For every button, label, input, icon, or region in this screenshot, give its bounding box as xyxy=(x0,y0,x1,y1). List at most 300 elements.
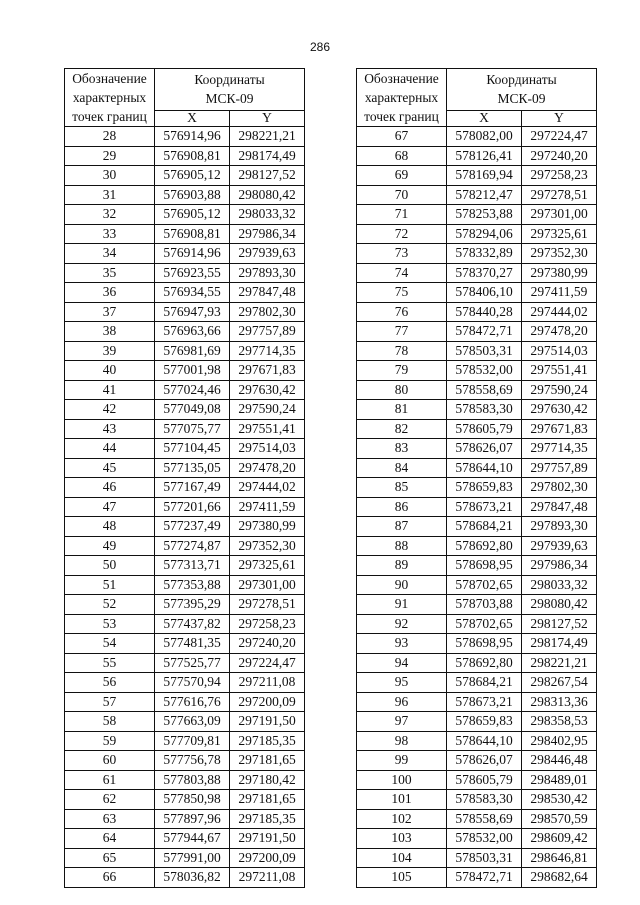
x-coordinate-cell: 578644,10 xyxy=(447,458,522,478)
table-row xyxy=(65,166,305,186)
x-coordinate-cell: 578406,10 xyxy=(447,283,522,303)
point-number-cell: 48 xyxy=(65,517,155,537)
point-number-cell: 95 xyxy=(357,673,447,693)
y-coordinate-cell: 297671,83 xyxy=(522,419,597,439)
table-row xyxy=(65,712,305,732)
y-coordinate-cell: 297551,41 xyxy=(230,419,305,439)
x-coordinate-cell: 577570,94 xyxy=(155,673,230,693)
y-coordinate-cell: 298570,59 xyxy=(522,809,597,829)
header-point-line: точек границ xyxy=(364,109,439,124)
point-number-cell: 34 xyxy=(65,244,155,264)
table-row xyxy=(357,166,597,186)
y-coordinate-cell: 297714,35 xyxy=(522,439,597,459)
point-number-cell: 99 xyxy=(357,751,447,771)
header-x: X xyxy=(447,110,522,126)
y-coordinate-cell: 298682,64 xyxy=(522,868,597,888)
table-row xyxy=(357,556,597,576)
x-coordinate-cell: 577850,98 xyxy=(155,790,230,810)
x-coordinate-cell: 578605,79 xyxy=(447,419,522,439)
table-body-right xyxy=(357,127,597,888)
x-coordinate-cell: 578626,07 xyxy=(447,751,522,771)
y-coordinate-cell: 298402,95 xyxy=(522,731,597,751)
table-row xyxy=(65,770,305,790)
point-number-cell: 70 xyxy=(357,185,447,205)
y-coordinate-cell: 297352,30 xyxy=(230,536,305,556)
y-coordinate-cell: 297325,61 xyxy=(522,224,597,244)
table-row xyxy=(65,302,305,322)
table-row xyxy=(357,731,597,751)
x-coordinate-cell: 578558,69 xyxy=(447,380,522,400)
y-coordinate-cell: 297847,48 xyxy=(522,497,597,517)
x-coordinate-cell: 578126,41 xyxy=(447,146,522,166)
point-number-cell: 90 xyxy=(357,575,447,595)
y-coordinate-cell: 298080,42 xyxy=(522,595,597,615)
y-coordinate-cell: 297630,42 xyxy=(522,400,597,420)
x-coordinate-cell: 577709,81 xyxy=(155,731,230,751)
table-row xyxy=(357,400,597,420)
y-coordinate-cell: 297514,03 xyxy=(522,341,597,361)
table-row xyxy=(65,283,305,303)
x-coordinate-cell: 576947,93 xyxy=(155,302,230,322)
y-coordinate-cell: 298127,52 xyxy=(522,614,597,634)
x-coordinate-cell: 578698,95 xyxy=(447,556,522,576)
y-coordinate-cell: 297478,20 xyxy=(522,322,597,342)
point-number-cell: 101 xyxy=(357,790,447,810)
table-row xyxy=(357,712,597,732)
page-number: 286 xyxy=(309,40,331,54)
point-number-cell: 33 xyxy=(65,224,155,244)
y-coordinate-cell: 297444,02 xyxy=(522,302,597,322)
x-coordinate-cell: 577616,76 xyxy=(155,692,230,712)
table-row xyxy=(357,751,597,771)
table-row xyxy=(65,146,305,166)
x-coordinate-cell: 577167,49 xyxy=(155,478,230,498)
y-coordinate-cell: 297211,08 xyxy=(230,868,305,888)
y-coordinate-cell: 297301,00 xyxy=(230,575,305,595)
table-row xyxy=(357,497,597,517)
y-coordinate-cell: 297240,20 xyxy=(522,146,597,166)
y-coordinate-cell: 298174,49 xyxy=(522,634,597,654)
x-coordinate-cell: 578558,69 xyxy=(447,809,522,829)
table-row xyxy=(357,419,597,439)
x-coordinate-cell: 577313,71 xyxy=(155,556,230,576)
y-coordinate-cell: 297757,89 xyxy=(522,458,597,478)
x-coordinate-cell: 578659,83 xyxy=(447,712,522,732)
x-coordinate-cell: 577395,29 xyxy=(155,595,230,615)
x-coordinate-cell: 578644,10 xyxy=(447,731,522,751)
point-number-cell: 61 xyxy=(65,770,155,790)
x-coordinate-cell: 578626,07 xyxy=(447,439,522,459)
table-row xyxy=(65,419,305,439)
point-number-cell: 31 xyxy=(65,185,155,205)
table-row xyxy=(65,809,305,829)
table-row xyxy=(65,439,305,459)
y-coordinate-cell: 298358,53 xyxy=(522,712,597,732)
point-number-cell: 55 xyxy=(65,653,155,673)
table-row xyxy=(65,361,305,381)
header-point-label xyxy=(65,69,155,127)
y-coordinate-cell: 297671,83 xyxy=(230,361,305,381)
x-coordinate-cell: 577135,05 xyxy=(155,458,230,478)
y-coordinate-cell: 297185,35 xyxy=(230,731,305,751)
x-coordinate-cell: 578253,88 xyxy=(447,205,522,225)
y-coordinate-cell: 297258,23 xyxy=(230,614,305,634)
table-row xyxy=(65,185,305,205)
point-number-cell: 74 xyxy=(357,263,447,283)
y-coordinate-cell: 298174,49 xyxy=(230,146,305,166)
x-coordinate-cell: 577353,88 xyxy=(155,575,230,595)
y-coordinate-cell: 297411,59 xyxy=(522,283,597,303)
x-coordinate-cell: 577237,49 xyxy=(155,517,230,537)
table-row xyxy=(65,653,305,673)
x-coordinate-cell: 576905,12 xyxy=(155,205,230,225)
x-coordinate-cell: 578673,21 xyxy=(447,692,522,712)
table-row xyxy=(65,127,305,147)
table-row xyxy=(65,634,305,654)
table-body-left xyxy=(65,127,305,888)
y-coordinate-cell: 297380,99 xyxy=(522,263,597,283)
y-coordinate-cell: 297986,34 xyxy=(230,224,305,244)
point-number-cell: 89 xyxy=(357,556,447,576)
x-coordinate-cell: 577437,82 xyxy=(155,614,230,634)
point-number-cell: 46 xyxy=(65,478,155,498)
table-row xyxy=(357,361,597,381)
x-coordinate-cell: 577756,78 xyxy=(155,751,230,771)
table-row xyxy=(357,127,597,147)
y-coordinate-cell: 298033,32 xyxy=(522,575,597,595)
y-coordinate-cell: 297986,34 xyxy=(522,556,597,576)
point-number-cell: 44 xyxy=(65,439,155,459)
table-row xyxy=(65,224,305,244)
point-number-cell: 59 xyxy=(65,731,155,751)
y-coordinate-cell: 297240,20 xyxy=(230,634,305,654)
point-number-cell: 72 xyxy=(357,224,447,244)
table-row xyxy=(357,263,597,283)
y-coordinate-cell: 297630,42 xyxy=(230,380,305,400)
table-row xyxy=(65,868,305,888)
table-row xyxy=(65,380,305,400)
table-row xyxy=(357,205,597,225)
y-coordinate-cell: 297478,20 xyxy=(230,458,305,478)
table-row xyxy=(65,751,305,771)
y-coordinate-cell: 297211,08 xyxy=(230,673,305,693)
point-number-cell: 54 xyxy=(65,634,155,654)
y-coordinate-cell: 298609,42 xyxy=(522,829,597,849)
table-row xyxy=(65,790,305,810)
x-coordinate-cell: 577201,66 xyxy=(155,497,230,517)
table-row xyxy=(65,731,305,751)
table-row xyxy=(357,478,597,498)
table-row xyxy=(65,458,305,478)
point-number-cell: 73 xyxy=(357,244,447,264)
table-row xyxy=(357,634,597,654)
x-coordinate-cell: 578440,28 xyxy=(447,302,522,322)
y-coordinate-cell: 297278,51 xyxy=(522,185,597,205)
header-point-line: характерных xyxy=(364,90,439,105)
x-coordinate-cell: 578583,30 xyxy=(447,400,522,420)
x-coordinate-cell: 578532,00 xyxy=(447,361,522,381)
point-number-cell: 100 xyxy=(357,770,447,790)
y-coordinate-cell: 297939,63 xyxy=(230,244,305,264)
x-coordinate-cell: 578036,82 xyxy=(155,868,230,888)
y-coordinate-cell: 298127,52 xyxy=(230,166,305,186)
x-coordinate-cell: 576903,88 xyxy=(155,185,230,205)
y-coordinate-cell: 298033,32 xyxy=(230,205,305,225)
point-number-cell: 82 xyxy=(357,419,447,439)
point-number-cell: 98 xyxy=(357,731,447,751)
y-coordinate-cell: 297590,24 xyxy=(522,380,597,400)
y-coordinate-cell: 297180,42 xyxy=(230,770,305,790)
y-coordinate-cell: 297191,50 xyxy=(230,712,305,732)
x-coordinate-cell: 577274,87 xyxy=(155,536,230,556)
x-coordinate-cell: 578503,31 xyxy=(447,848,522,868)
table-row xyxy=(65,848,305,868)
header-x: X xyxy=(155,110,230,126)
y-coordinate-cell: 297847,48 xyxy=(230,283,305,303)
y-coordinate-cell: 298313,36 xyxy=(522,692,597,712)
point-number-cell: 29 xyxy=(65,146,155,166)
table-row xyxy=(357,224,597,244)
table-row xyxy=(357,517,597,537)
table-row xyxy=(65,556,305,576)
x-coordinate-cell: 578472,71 xyxy=(447,322,522,342)
header-coords-label xyxy=(447,69,597,111)
point-number-cell: 53 xyxy=(65,614,155,634)
point-number-cell: 40 xyxy=(65,361,155,381)
table-row xyxy=(357,848,597,868)
point-number-cell: 81 xyxy=(357,400,447,420)
table-row xyxy=(65,497,305,517)
header-coords-line: Координаты xyxy=(194,72,265,88)
table-row xyxy=(65,400,305,420)
y-coordinate-cell: 297278,51 xyxy=(230,595,305,615)
point-number-cell: 51 xyxy=(65,575,155,595)
y-coordinate-cell: 298267,54 xyxy=(522,673,597,693)
point-number-cell: 64 xyxy=(65,829,155,849)
point-number-cell: 94 xyxy=(357,653,447,673)
table-row xyxy=(357,595,597,615)
header-point-line: характерных xyxy=(72,90,147,105)
header-point-line: точек границ xyxy=(72,109,147,124)
table-row xyxy=(65,829,305,849)
x-coordinate-cell: 578702,65 xyxy=(447,575,522,595)
table-row xyxy=(357,536,597,556)
point-number-cell: 32 xyxy=(65,205,155,225)
table-row xyxy=(65,263,305,283)
point-number-cell: 79 xyxy=(357,361,447,381)
header-coords-line: МСК-09 xyxy=(205,91,254,107)
y-coordinate-cell: 297301,00 xyxy=(522,205,597,225)
y-coordinate-cell: 297551,41 xyxy=(522,361,597,381)
x-coordinate-cell: 576923,55 xyxy=(155,263,230,283)
table-row xyxy=(65,478,305,498)
y-coordinate-cell: 297224,47 xyxy=(522,127,597,147)
table-row xyxy=(357,673,597,693)
point-number-cell: 39 xyxy=(65,341,155,361)
y-coordinate-cell: 297802,30 xyxy=(230,302,305,322)
y-coordinate-cell: 297185,35 xyxy=(230,809,305,829)
x-coordinate-cell: 578659,83 xyxy=(447,478,522,498)
x-coordinate-cell: 578673,21 xyxy=(447,497,522,517)
table-row xyxy=(65,575,305,595)
y-coordinate-cell: 297200,09 xyxy=(230,692,305,712)
point-number-cell: 87 xyxy=(357,517,447,537)
point-number-cell: 69 xyxy=(357,166,447,186)
coordinates-table-left xyxy=(64,68,305,888)
point-number-cell: 60 xyxy=(65,751,155,771)
table-row xyxy=(65,322,305,342)
x-coordinate-cell: 577104,45 xyxy=(155,439,230,459)
point-number-cell: 66 xyxy=(65,868,155,888)
y-coordinate-cell: 298530,42 xyxy=(522,790,597,810)
x-coordinate-cell: 576914,96 xyxy=(155,244,230,264)
point-number-cell: 57 xyxy=(65,692,155,712)
point-number-cell: 37 xyxy=(65,302,155,322)
x-coordinate-cell: 578605,79 xyxy=(447,770,522,790)
x-coordinate-cell: 578698,95 xyxy=(447,634,522,654)
point-number-cell: 52 xyxy=(65,595,155,615)
y-coordinate-cell: 297757,89 xyxy=(230,322,305,342)
header-coords-line: Координаты xyxy=(486,72,557,88)
point-number-cell: 103 xyxy=(357,829,447,849)
y-coordinate-cell: 297893,30 xyxy=(522,517,597,537)
table-row xyxy=(65,614,305,634)
y-coordinate-cell: 298221,21 xyxy=(230,127,305,147)
x-coordinate-cell: 576963,66 xyxy=(155,322,230,342)
y-coordinate-cell: 297181,65 xyxy=(230,790,305,810)
table-row xyxy=(357,868,597,888)
point-number-cell: 71 xyxy=(357,205,447,225)
point-number-cell: 84 xyxy=(357,458,447,478)
x-coordinate-cell: 577803,88 xyxy=(155,770,230,790)
header-coords-label xyxy=(155,69,305,111)
x-coordinate-cell: 578703,88 xyxy=(447,595,522,615)
coordinates-table-right xyxy=(356,68,597,888)
point-number-cell: 68 xyxy=(357,146,447,166)
point-number-cell: 43 xyxy=(65,419,155,439)
point-number-cell: 28 xyxy=(65,127,155,147)
y-coordinate-cell: 297325,61 xyxy=(230,556,305,576)
x-coordinate-cell: 576905,12 xyxy=(155,166,230,186)
x-coordinate-cell: 577897,96 xyxy=(155,809,230,829)
x-coordinate-cell: 578532,00 xyxy=(447,829,522,849)
x-coordinate-cell: 576914,96 xyxy=(155,127,230,147)
y-coordinate-cell: 298489,01 xyxy=(522,770,597,790)
point-number-cell: 80 xyxy=(357,380,447,400)
x-coordinate-cell: 578472,71 xyxy=(447,868,522,888)
x-coordinate-cell: 578702,65 xyxy=(447,614,522,634)
table-row xyxy=(357,653,597,673)
x-coordinate-cell: 578370,27 xyxy=(447,263,522,283)
x-coordinate-cell: 578684,21 xyxy=(447,517,522,537)
point-number-cell: 45 xyxy=(65,458,155,478)
point-number-cell: 63 xyxy=(65,809,155,829)
table-row xyxy=(357,692,597,712)
x-coordinate-cell: 577663,09 xyxy=(155,712,230,732)
x-coordinate-cell: 576908,81 xyxy=(155,224,230,244)
table-row xyxy=(65,341,305,361)
y-coordinate-cell: 298446,48 xyxy=(522,751,597,771)
x-coordinate-cell: 578684,21 xyxy=(447,673,522,693)
x-coordinate-cell: 576934,55 xyxy=(155,283,230,303)
point-number-cell: 78 xyxy=(357,341,447,361)
x-coordinate-cell: 576981,69 xyxy=(155,341,230,361)
y-coordinate-cell: 297181,65 xyxy=(230,751,305,771)
y-coordinate-cell: 298221,21 xyxy=(522,653,597,673)
y-coordinate-cell: 297514,03 xyxy=(230,439,305,459)
x-coordinate-cell: 577075,77 xyxy=(155,419,230,439)
table-row xyxy=(357,770,597,790)
x-coordinate-cell: 578169,94 xyxy=(447,166,522,186)
point-number-cell: 92 xyxy=(357,614,447,634)
x-coordinate-cell: 577944,67 xyxy=(155,829,230,849)
point-number-cell: 35 xyxy=(65,263,155,283)
y-coordinate-cell: 297191,50 xyxy=(230,829,305,849)
point-number-cell: 102 xyxy=(357,809,447,829)
point-number-cell: 105 xyxy=(357,868,447,888)
x-coordinate-cell: 577024,46 xyxy=(155,380,230,400)
table-row xyxy=(65,692,305,712)
point-number-cell: 56 xyxy=(65,673,155,693)
y-coordinate-cell: 297200,09 xyxy=(230,848,305,868)
table-row xyxy=(65,244,305,264)
table-row xyxy=(357,809,597,829)
table-row xyxy=(357,185,597,205)
point-number-cell: 85 xyxy=(357,478,447,498)
x-coordinate-cell: 578503,31 xyxy=(447,341,522,361)
point-number-cell: 38 xyxy=(65,322,155,342)
y-coordinate-cell: 298080,42 xyxy=(230,185,305,205)
table-row xyxy=(357,790,597,810)
table-row xyxy=(357,244,597,264)
table-row xyxy=(357,322,597,342)
x-coordinate-cell: 578082,00 xyxy=(447,127,522,147)
x-coordinate-cell: 578692,80 xyxy=(447,536,522,556)
point-number-cell: 47 xyxy=(65,497,155,517)
point-number-cell: 97 xyxy=(357,712,447,732)
point-number-cell: 41 xyxy=(65,380,155,400)
table-row xyxy=(65,536,305,556)
y-coordinate-cell: 297444,02 xyxy=(230,478,305,498)
point-number-cell: 86 xyxy=(357,497,447,517)
point-number-cell: 104 xyxy=(357,848,447,868)
point-number-cell: 76 xyxy=(357,302,447,322)
point-number-cell: 75 xyxy=(357,283,447,303)
point-number-cell: 50 xyxy=(65,556,155,576)
table-row xyxy=(357,302,597,322)
point-number-cell: 77 xyxy=(357,322,447,342)
table-row xyxy=(357,341,597,361)
table-row xyxy=(357,283,597,303)
point-number-cell: 42 xyxy=(65,400,155,420)
table-row xyxy=(357,380,597,400)
point-number-cell: 83 xyxy=(357,439,447,459)
point-number-cell: 30 xyxy=(65,166,155,186)
point-number-cell: 91 xyxy=(357,595,447,615)
y-coordinate-cell: 297411,59 xyxy=(230,497,305,517)
table-row xyxy=(357,146,597,166)
header-point-line: Обозначение xyxy=(364,71,439,86)
x-coordinate-cell: 578294,06 xyxy=(447,224,522,244)
y-coordinate-cell: 297714,35 xyxy=(230,341,305,361)
y-coordinate-cell: 297224,47 xyxy=(230,653,305,673)
point-number-cell: 93 xyxy=(357,634,447,654)
x-coordinate-cell: 578692,80 xyxy=(447,653,522,673)
y-coordinate-cell: 297893,30 xyxy=(230,263,305,283)
point-number-cell: 88 xyxy=(357,536,447,556)
x-coordinate-cell: 577525,77 xyxy=(155,653,230,673)
y-coordinate-cell: 297380,99 xyxy=(230,517,305,537)
